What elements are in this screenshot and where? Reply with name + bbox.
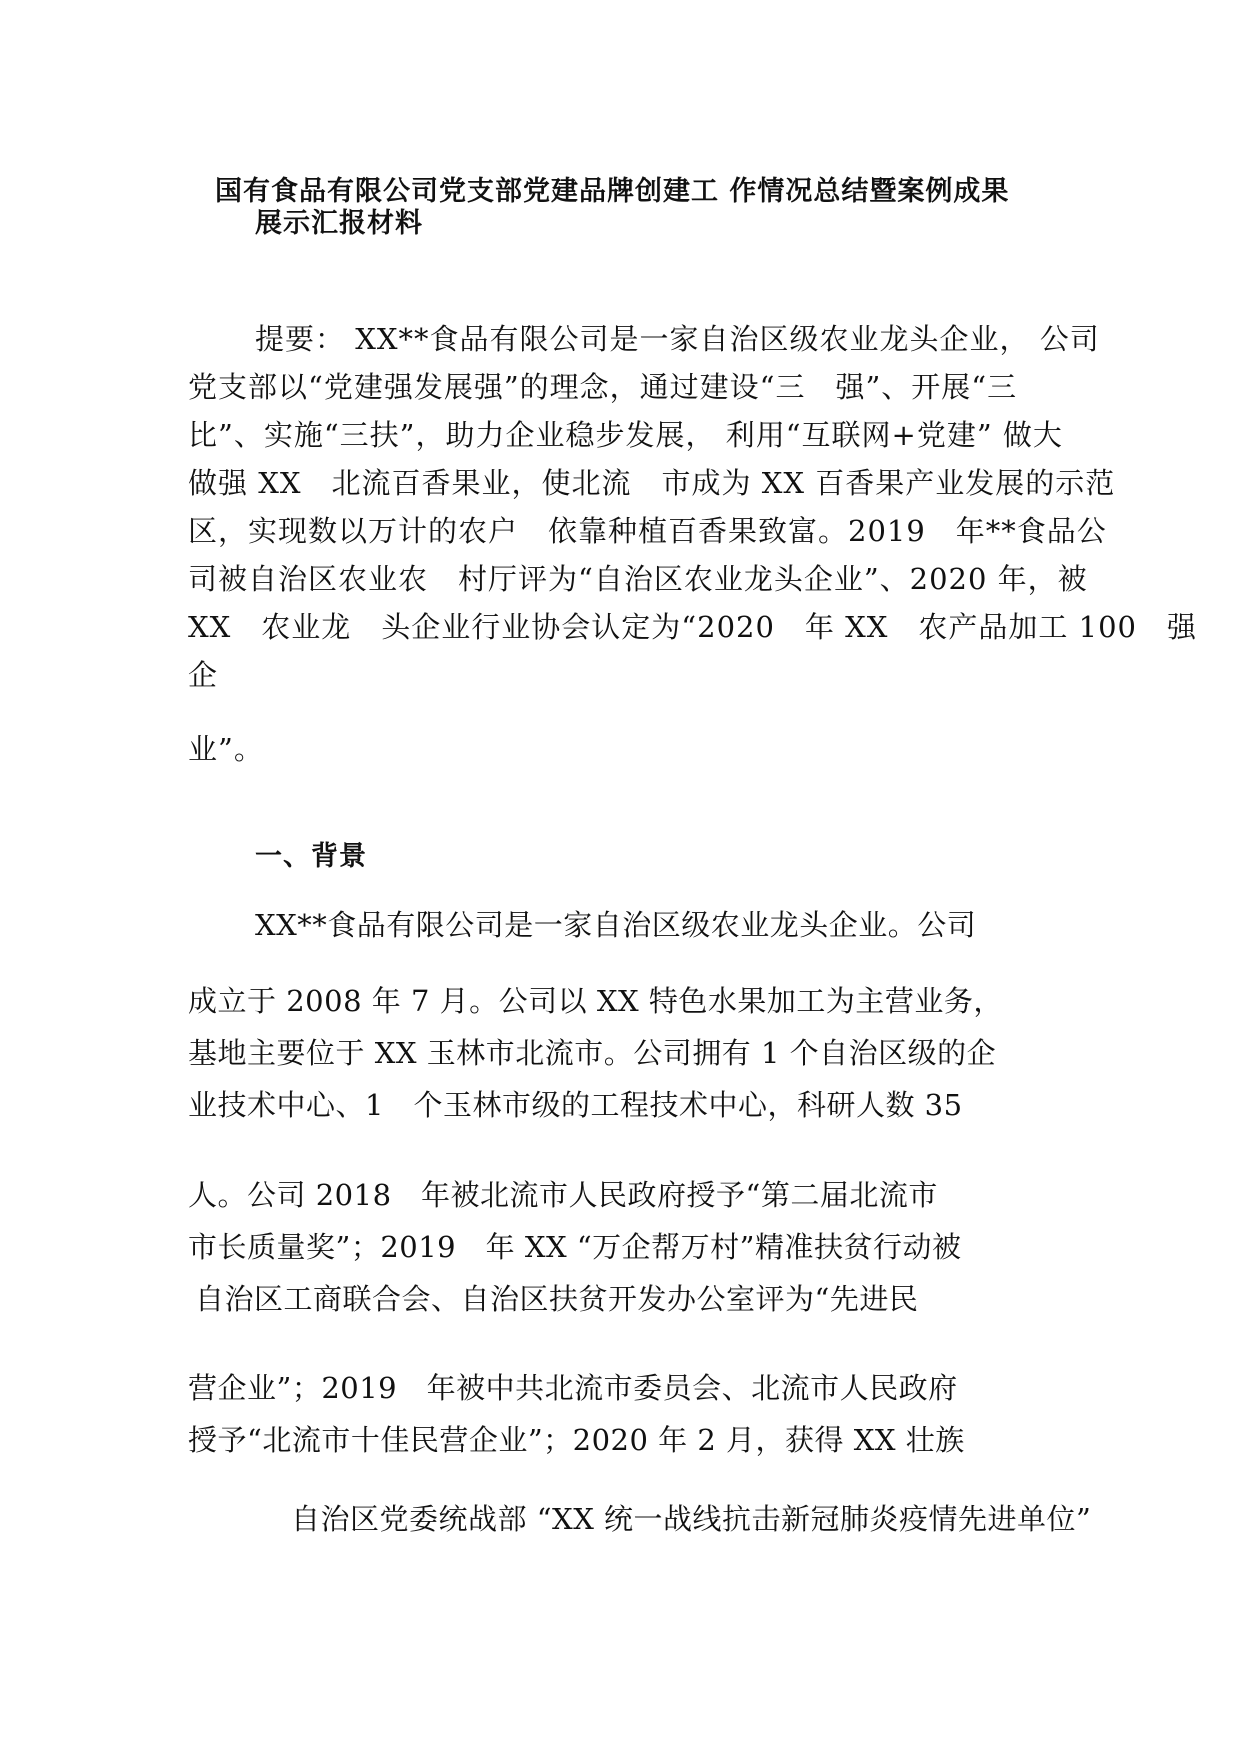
abstract-line-2: 党支部以“党建强发展强”的理念，通过建设“三 强”、开展“三 [188, 370, 1018, 404]
background-line-3: 基地主要位于 XX 玉林市北流市。公司拥有 1 个自治区级的企 [188, 1036, 997, 1070]
abstract-line-5: 区，实现数以万计的农户 依靠种植百香果致富。2019 年**食品公 [188, 514, 1107, 548]
background-line-4: 业技术中心、1 个玉林市级的工程技术中心，科研人数 35 [188, 1088, 963, 1122]
abstract-line-6: 司被自治区农业农 村厅评为“自治区农业龙头企业”、2020 年，被 [188, 562, 1088, 596]
background-line-2: 成立于 2008 年 7 月。公司以 XX 特色水果加工为主营业务， [188, 984, 1003, 1018]
background-line-6: 市长质量奖”；2019 年 XX “万企帮万村”精准扶贫行动被 [188, 1230, 962, 1264]
background-line-7: 自治区工商联合会、自治区扶贫开发办公室评为“先进民 [195, 1282, 919, 1316]
abstract-line-4: 做强 XX 北流百香果业，使北流 市成为 XX 百香果产业发展的示范 [188, 466, 1116, 500]
section-heading: 一、背景 [255, 841, 367, 872]
background-line-9: 授予“北流市十佳民营企业”；2020 年 2 月，获得 XX 壮族 [188, 1423, 965, 1457]
background-line-1: XX**食品有限公司是一家自治区级农业龙头企业。公司 [255, 908, 977, 942]
abstract-line-7: XX 农业龙 头企业行业协会认定为“2020 年 XX 农产品加工 100 强 [188, 610, 1198, 644]
title-line-1: 国有食品有限公司党支部党建品牌创建工 作情况总结暨案例成果 [215, 176, 1010, 207]
abstract-line-9: 业”。 [188, 732, 264, 766]
background-line-10: 自治区党委统战部 “XX 统一战线抗击新冠肺炎疫情先进单位” [291, 1502, 1092, 1536]
abstract-line-3: 比”、实施“三扶”，助力企业稳步发展， 利用“互联网+党建” 做大 [188, 418, 1063, 452]
abstract-line-1: 提要： XX**食品有限公司是一家自治区级农业龙头企业， 公司 [255, 322, 1100, 356]
title-line-2: 展示汇报材料 [255, 208, 423, 239]
abstract-line-8: 企 [188, 658, 219, 692]
background-line-8: 营企业”；2019 年被中共北流市委员会、北流市人民政府 [188, 1371, 958, 1405]
background-line-5: 人。公司 2018 年被北流市人民政府授予“第二届北流市 [188, 1178, 938, 1212]
